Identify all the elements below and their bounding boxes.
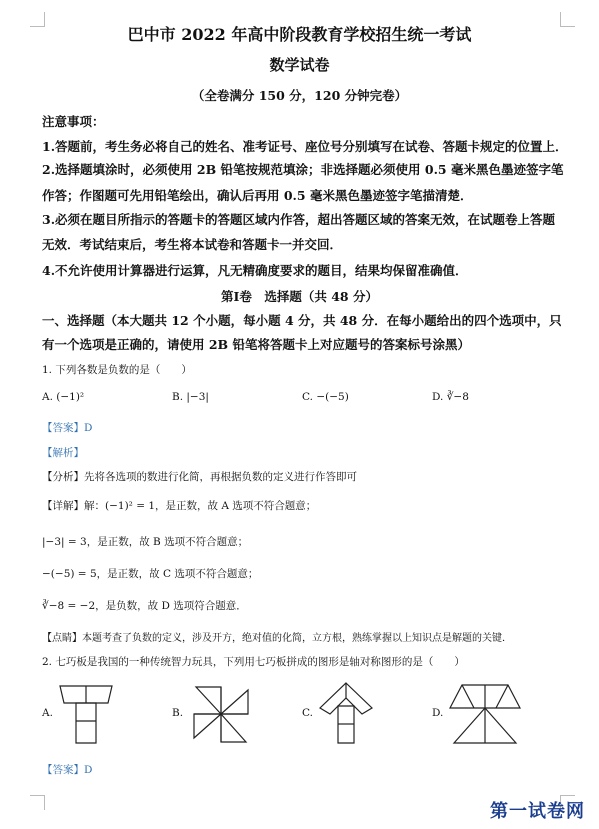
q2-label-c: C. (302, 707, 313, 719)
q1-detail-3: −(−5) = 5，是正数，故 C 选项不符合题意； (42, 568, 259, 580)
q1-dianjing: 【点睛】本题考查了负数的定义，涉及开方，绝对值的化简，立方根，熟练掌握以上知识点是解题的关键． (42, 633, 512, 644)
notes-heading: 注意事项： (42, 114, 105, 129)
q1-option-a: A. (−1)² (42, 391, 85, 403)
site-watermark: 第一试卷网 (490, 801, 585, 822)
q1-analysis-tag: 【解析】 (42, 447, 84, 459)
note-3a: 3.必须在题目所指示的答题卡的答题区域内作答，超出答题区域的答案无效，在试题卷上答题 (42, 212, 556, 227)
q2-label-b: B. (172, 707, 184, 719)
q2-figure-c-arrow (318, 680, 374, 746)
section-intro-a: 一、选择题（本大题共 12 个小题，每小题 4 分，共 48 分．在每小题给出的四个选项中，只 (42, 313, 562, 328)
q1-answer: 【答案】D (42, 422, 93, 434)
crop-mark-bottom-left (30, 795, 45, 810)
q1-fenxi: 【分析】先将各选项的数进行化简，再根据负数的定义进行作答即可 (42, 471, 357, 483)
note-2a: 2.选择题填涂时，必须使用 2B 铅笔按规范填涂；非选择题必须使用 0.5 毫米黑色墨迹签字笔 (42, 162, 564, 177)
q2-answer: 【答案】D (42, 764, 93, 776)
q1-stem: 1. 下列各数是负数的是（ ） (42, 364, 192, 376)
q2-stem: 2. 七巧板是我国的一种传统智力玩具，下列用七巧板拼成的图形是轴对称图形的是（ ） (42, 656, 465, 668)
q1-option-c: C. −(−5) (302, 391, 349, 403)
note-1: 1.答题前，考生务必将自己的姓名、准考证号、座位号分别填写在试卷、答题卡规定的位置上． (42, 139, 568, 154)
exam-title: 巴中市 2022 年高中阶段教育学校招生统一考试 (127, 25, 472, 44)
exam-info: （全卷满分 150 分，120 分钟完卷） (191, 88, 408, 103)
note-3b: 无效．考试结束后，考生将本试卷和答题卡一并交回． (42, 237, 343, 252)
q1-detail-1: 【详解】解：(−1)² = 1，是正数，故 A 选项不符合题意； (42, 500, 317, 512)
q1-detail-4: ∛−8 = −2，是负数，故 D 选项符合题意． (42, 600, 247, 612)
note-4: 4.不允许使用计算器进行运算，凡无精确度要求的题目，结果均保留准确值． (42, 263, 468, 278)
q2-figure-b-windmill (188, 682, 254, 746)
q2-figure-d-hourglass (448, 682, 522, 746)
q1-detail-2: |−3| = 3，是正数，故 B 选项不符合题意； (42, 536, 249, 548)
q2-figure-a-t-shape (58, 683, 114, 745)
q1-option-d: D. ∛−8 (432, 391, 469, 403)
note-2b: 作答；作图题可先用铅笔绘出，确认后再用 0.5 毫米黑色墨迹签字笔描清楚． (42, 188, 473, 203)
q2-label-d: D. (432, 707, 444, 719)
exam-subtitle: 数学试卷 (269, 56, 330, 74)
section-title: 第Ⅰ卷 选择题（共 48 分） (221, 289, 378, 304)
q2-label-a: A. (42, 707, 53, 719)
q1-option-b: B. |−3| (172, 391, 209, 403)
section-intro-b: 有一个选项是正确的，请使用 2B 铅笔将答题卡上对应题号的答案标号涂黑） (42, 337, 470, 352)
